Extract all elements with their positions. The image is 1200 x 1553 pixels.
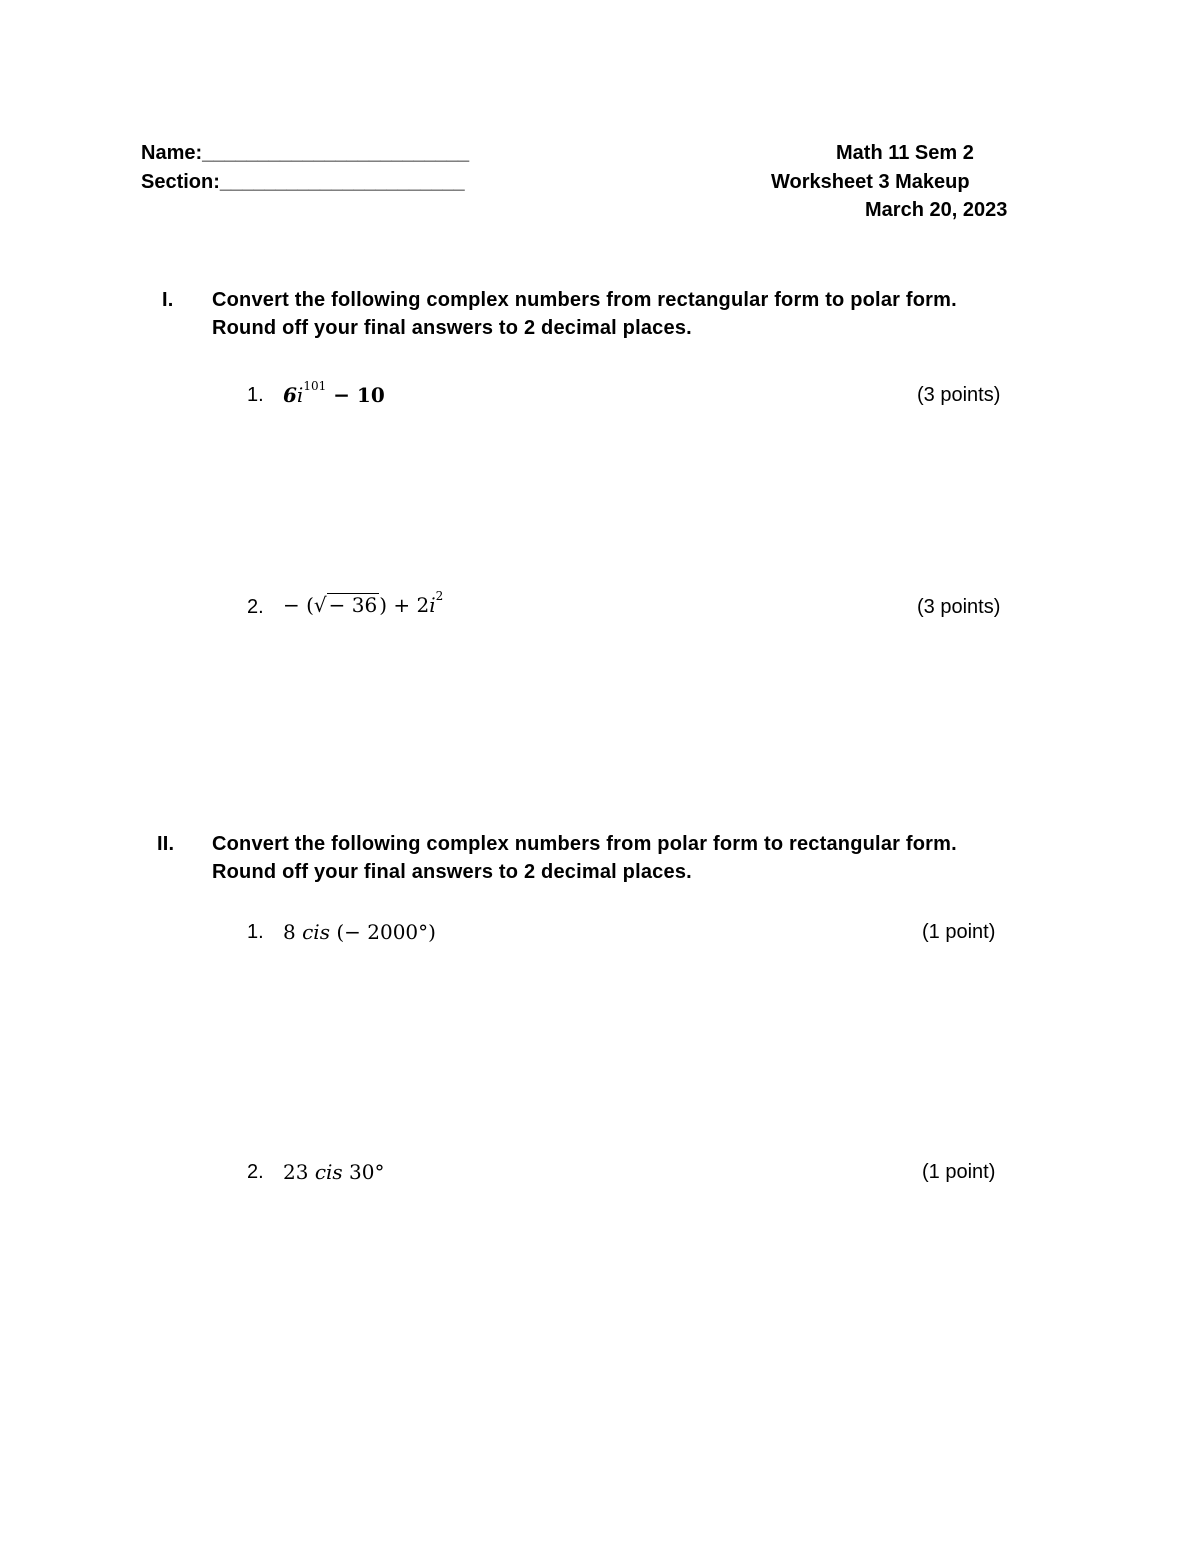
item-1-2-expression: − (√ − 36 ) + $2i^2$ — [283, 589, 444, 617]
item-1-1-points: (3 points) — [917, 384, 1001, 406]
item-1-2-points: (3 points) — [917, 596, 1001, 618]
section-1-instruction-line2: Round off your final answers to 2 decimal places. — [212, 317, 692, 339]
item-1-2-number: 2. — [247, 596, 264, 618]
section-1-instruction-line1: Convert the following complex numbers from rectangular form to polar form. — [212, 289, 957, 311]
section-1-instruction — [212, 286, 957, 342]
section-1-numeral: I. — [162, 289, 174, 311]
item-1-1-number: 1. — [247, 384, 264, 406]
item-1-1-expression: $6i^{101} - 10$ — [283, 379, 385, 407]
section-2-instruction — [212, 830, 957, 886]
date: March 20, 2023 — [865, 199, 1008, 221]
section-2-instruction-line1: Convert the following complex numbers from polar form to rectangular form. — [212, 833, 957, 855]
item-2-2-expression: 23 cis 30° — [283, 1160, 385, 1184]
section-2-numeral: II. — [157, 833, 175, 855]
name-field[interactable]: Name:________________________ — [141, 142, 470, 164]
section-field[interactable]: Section:______________________ — [141, 171, 465, 193]
item-2-2-points: (1 point) — [922, 1161, 996, 1183]
course-title: Math 11 Sem 2 — [836, 142, 974, 164]
item-2-2-number: 2. — [247, 1161, 264, 1183]
item-2-1-number: 1. — [247, 921, 264, 943]
worksheet-title: Worksheet 3 Makeup — [771, 171, 970, 193]
section-2-instruction-line2: Round off your final answers to 2 decimal places. — [212, 861, 692, 883]
item-2-1-points: (1 point) — [922, 921, 996, 943]
item-2-1-expression: 8 cis (− 2000°) — [283, 920, 436, 944]
